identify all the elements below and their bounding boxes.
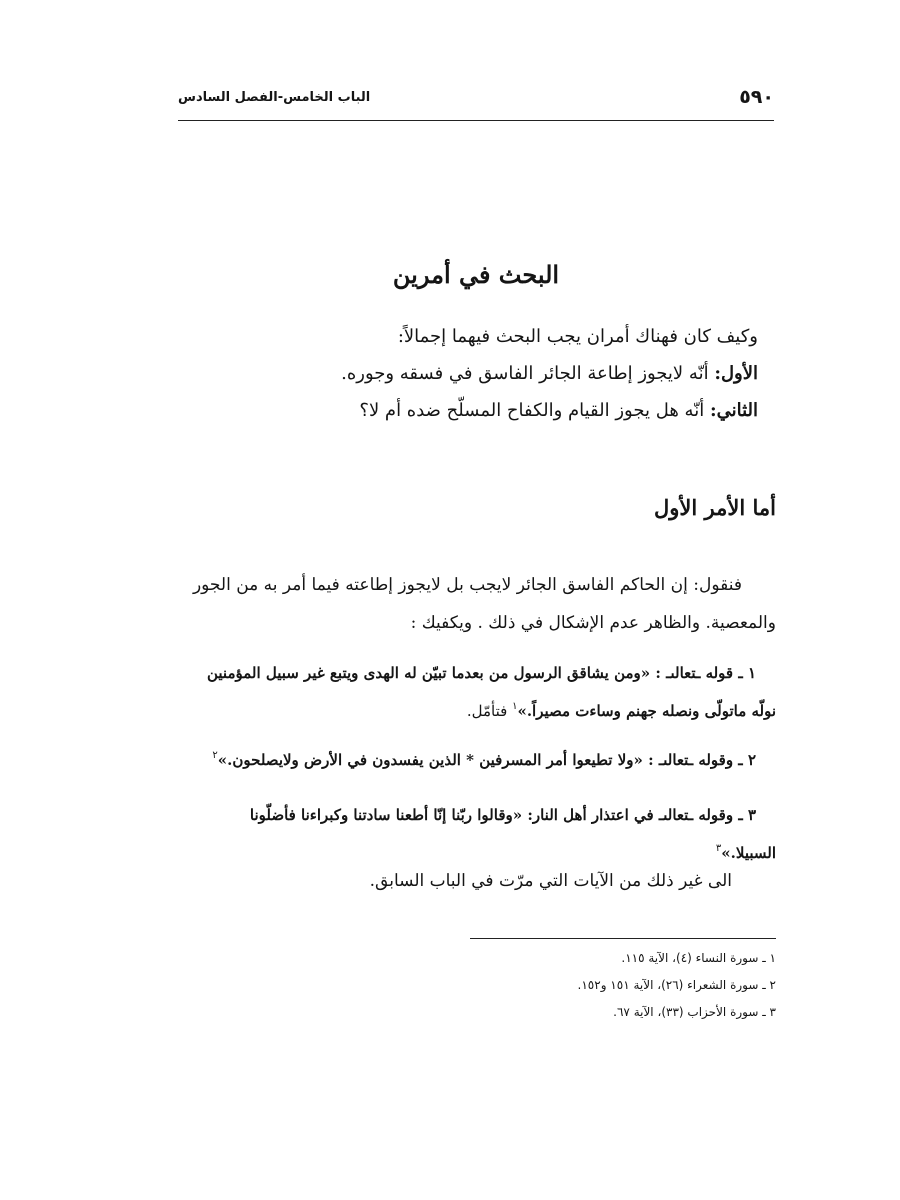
running-title: الباب الخامس-الفصل السادس — [178, 90, 371, 105]
item-suffix: فتأمّل. — [466, 702, 513, 720]
body-paragraph — [178, 566, 776, 642]
quran-quote: «ومن يشاقق الرسول من بعدما تبيّن له الهدى ويتبع غير سبيل المؤمنين — [206, 664, 651, 682]
evidence-item-3 — [178, 796, 776, 872]
footnote: ١ ـ سورة النساء (٤)، الآية ١١٥. — [621, 951, 776, 965]
quran-quote: نولّه ماتولّى ونصله جهنم وساءت مصيراً.» — [517, 702, 776, 720]
paragraph-line: والمعصية. والظاهر عدم الإشكال في ذلك . ويكفيك : — [410, 613, 776, 633]
quran-quote: السبيلا.» — [721, 844, 776, 862]
item-line — [178, 654, 776, 692]
page-number: ٥٩٠ — [739, 86, 774, 108]
quran-quote: «ولا تطيعوا أمر المسرفين * الذين يفسدون في الأرض ولايصلحون.» — [217, 751, 643, 769]
footnote-marker: ٢ — [212, 750, 218, 761]
footnote-marker: ٣ — [715, 843, 722, 854]
second-matter-label: الثاني: — [709, 400, 758, 421]
evidence-item-2 — [178, 741, 776, 779]
item-line — [178, 796, 776, 834]
first-matter-text: أنّه لايجوز إطاعة الجائر الفاسق في فسقه وجوره. — [341, 363, 715, 384]
intro-block — [178, 318, 776, 429]
page-header — [178, 80, 774, 121]
section-title: البحث في أمرين — [392, 260, 560, 289]
footnote-divider — [470, 938, 776, 939]
second-matter-text: أنّه هل يجوز القيام والكفاح المسلّح ضده أم لا؟ — [359, 400, 710, 421]
item-prefix: ٣ ـ وقوله ـتعالىـ في اعتذار أهل النار: — [522, 806, 756, 824]
first-matter-line — [178, 355, 758, 392]
first-matter-label: الأول: — [714, 363, 758, 384]
footnote: ٣ ـ سورة الأحزاب (٣٣)، الآية ٦٧. — [613, 1005, 776, 1019]
item-line — [178, 692, 776, 730]
footnote-marker: ١ — [512, 701, 518, 712]
paragraph-line: فنقول: إن الحاكم الفاسق الجائر لايجب بل لايجوز إطاعته فيما أمر به من الجور — [192, 575, 742, 595]
subheading: أما الأمر الأول — [654, 495, 776, 520]
item-prefix: ٢ ـ وقوله ـتعالىـ : — [642, 751, 756, 769]
evidence-item-1 — [178, 654, 776, 730]
footnotes — [470, 945, 776, 1026]
second-matter-line — [178, 392, 758, 429]
intro-line: وكيف كان فهناك أمران يجب البحث فيهما إجمالاً: — [397, 326, 758, 347]
closing-line: الى غير ذلك من الآيات التي مرّت في الباب السابق. — [369, 871, 732, 891]
item-line — [178, 741, 776, 779]
footnote: ٢ ـ سورة الشعراء (٢٦)، الآية ١٥١ و١٥٢. — [577, 978, 776, 992]
quran-quote: «وقالوا ربّنا إنّا أطعنا سادتنا وكبراءنا فأضلّونا — [249, 806, 523, 824]
item-prefix: ١ ـ قوله ـتعالىـ : — [650, 664, 756, 682]
